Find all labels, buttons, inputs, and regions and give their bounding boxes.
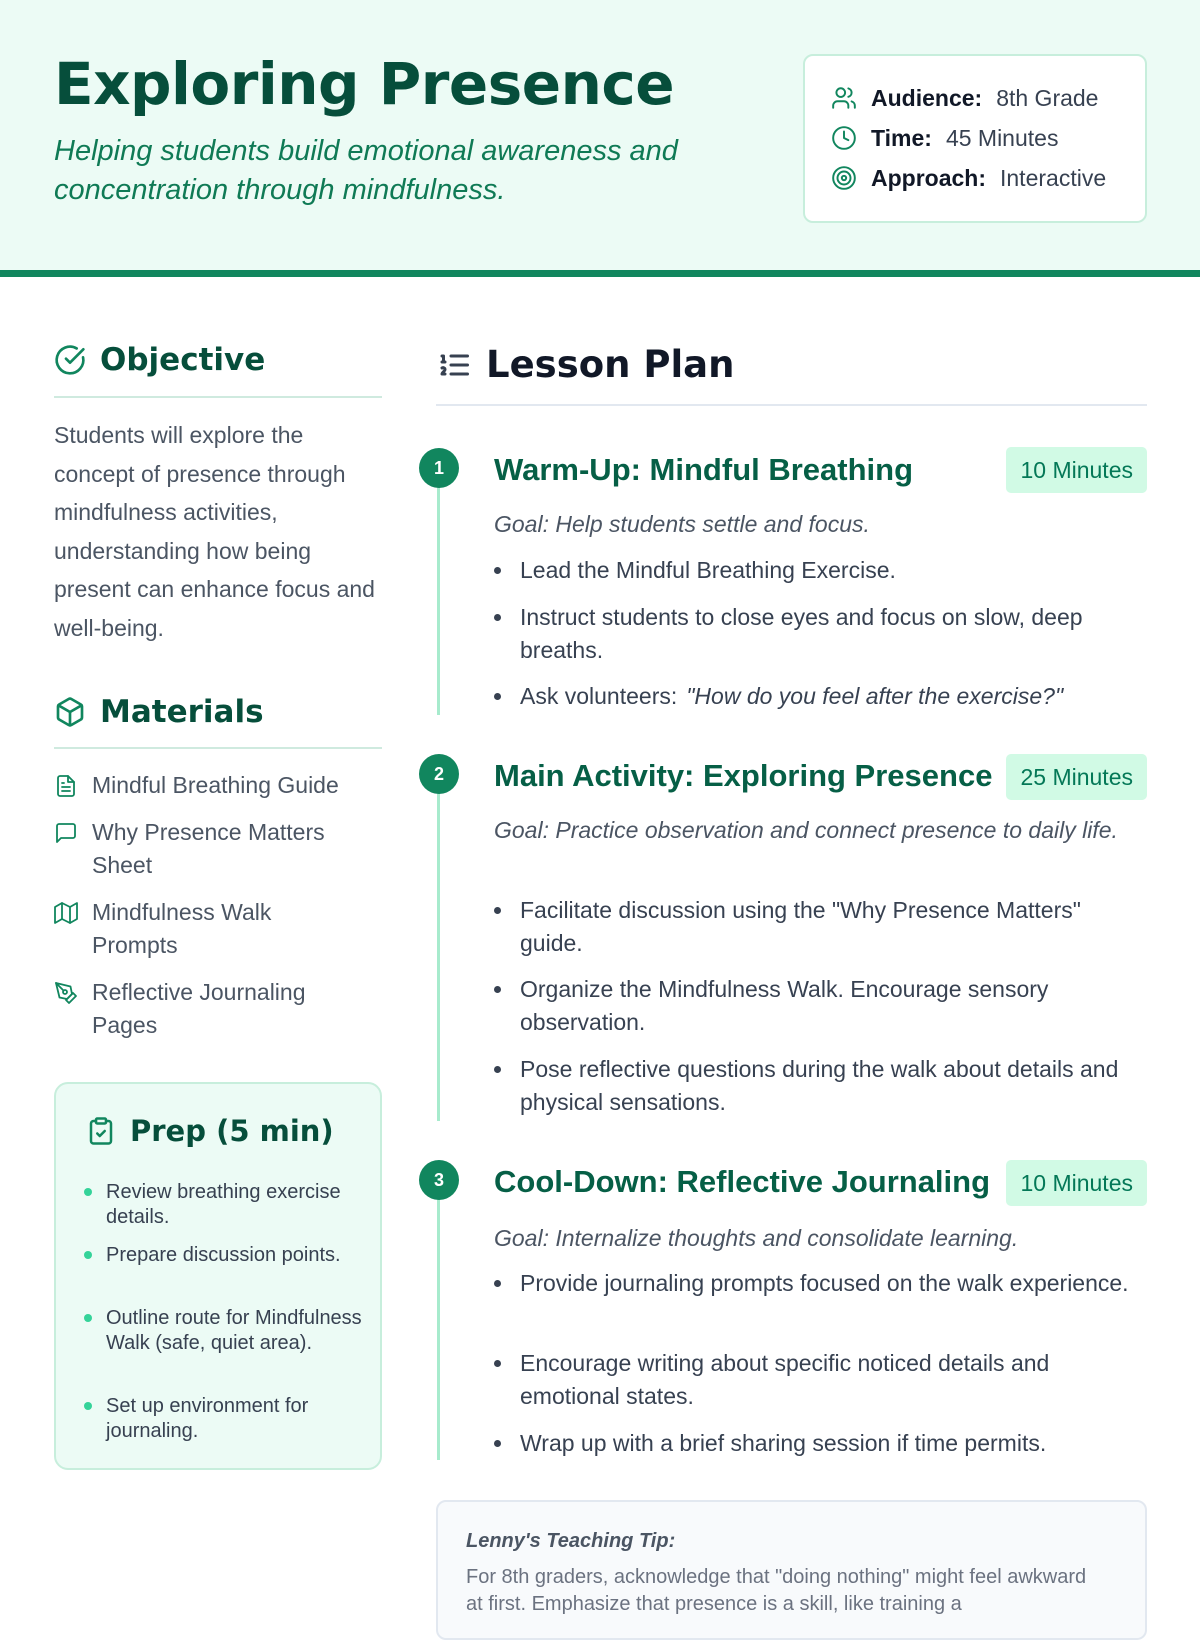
prep-item: Review breathing exercise details. [84, 1180, 364, 1230]
lesson-plan-heading [436, 343, 734, 386]
meta-audience [831, 83, 1098, 113]
material-item [54, 976, 354, 1042]
prep-heading [86, 1114, 334, 1148]
timeline-line [437, 1182, 440, 1460]
meta-approach-value: Interactive [1000, 164, 1107, 191]
clock-icon [831, 125, 857, 151]
timeline-line [437, 776, 440, 1121]
step-bullet: Wrap up with a brief sharing session if time permits. [494, 1427, 1144, 1460]
material-label: Reflective Journaling Pages [92, 979, 306, 1038]
check-circle-icon [54, 344, 86, 376]
map-icon [54, 901, 78, 925]
step-title: Warm-Up: Mindful Breathing [494, 452, 914, 487]
timeline-line [437, 470, 440, 715]
chat-bubble-icon [54, 821, 78, 845]
step-bullet: Organize the Mindfulness Walk. Encourage sensory observation. [494, 973, 1144, 1039]
materials-divider [54, 747, 382, 749]
prep-item: Prepare discussion points. [84, 1243, 364, 1268]
prep-title: Prep (5 min) [130, 1114, 334, 1148]
step-bullet: Facilitate discussion using the "Why Presence Matters" guide. [494, 894, 1144, 960]
meta-audience-value: 8th Grade [996, 84, 1099, 111]
objective-title: Objective [100, 342, 266, 378]
objective-divider [54, 396, 382, 398]
material-label: Why Presence Matters Sheet [92, 819, 325, 878]
page-subtitle: Helping students build emotional awareness and concentration through mindfulness. [54, 135, 678, 206]
step-bullet: Provide journaling prompts focused on the walk experience. [494, 1267, 1144, 1300]
duration-badge: 10 Minutes [1006, 1160, 1147, 1206]
teaching-tip-card [436, 1500, 1147, 1640]
users-icon [831, 85, 857, 111]
step-bullet: Instruct students to close eyes and focus on slow, deep breaths. [494, 601, 1144, 667]
objective-text: Students will explore the concept of presence through mindfulness activities, understanding how being present can enhance focus and well-being. [54, 422, 375, 641]
duration-badge: 10 Minutes [1006, 447, 1147, 493]
step-bullet: Lead the Mindful Breathing Exercise. [494, 554, 1144, 587]
pen-tool-icon [54, 981, 78, 1005]
lesson-meta-card [803, 54, 1147, 223]
ordered-list-icon [436, 347, 472, 383]
document-icon [54, 774, 78, 798]
lesson-plan-divider [436, 404, 1147, 406]
prep-card [54, 1082, 382, 1470]
step-title: Cool-Down: Reflective Journaling [494, 1164, 991, 1199]
duration-badge: 25 Minutes [1006, 754, 1147, 800]
step-number: 3 [419, 1160, 459, 1200]
target-icon [831, 165, 857, 191]
materials-title: Materials [100, 694, 264, 730]
cube-icon [54, 696, 86, 728]
step-number: 1 [419, 448, 459, 488]
meta-time [831, 123, 1058, 153]
step-title: Main Activity: Exploring Presence [494, 758, 993, 793]
prep-item: Outline route for Mindfulness Walk (safe, quiet area). [84, 1306, 364, 1356]
step-goal: Goal: Internalize thoughts and consolidate learning. [494, 1225, 1019, 1251]
tip-text: For 8th graders, acknowledge that "doing nothing" might feel awkward at first. Emphasize that presence is a skill, like training a [466, 1566, 1087, 1615]
step-bullet: Ask volunteers: "How do you feel after the exercise?" [494, 680, 1144, 713]
prep-item: Set up environment for journaling. [84, 1394, 364, 1444]
material-label: Mindful Breathing Guide [92, 772, 339, 798]
meta-time-value: 45 Minutes [945, 124, 1059, 151]
step-number: 2 [419, 754, 459, 794]
meta-audience-label: Audience: [871, 84, 983, 111]
lesson-plan-title: Lesson Plan [486, 343, 735, 386]
page-title: Exploring Presence [54, 50, 675, 118]
meta-time-label: Time: [871, 124, 932, 151]
step-goal: Goal: Practice observation and connect presence to daily life. [494, 817, 1118, 843]
meta-approach-label: Approach: [871, 164, 986, 191]
tip-title: Lenny's Teaching Tip: [466, 1530, 676, 1552]
step-bullet: Pose reflective questions during the walk about details and physical sensations. [494, 1053, 1144, 1119]
meta-approach [831, 163, 1106, 193]
material-item [54, 896, 334, 962]
material-label: Mindfulness Walk Prompts [92, 899, 272, 958]
material-item [54, 769, 384, 802]
material-item [54, 816, 354, 882]
objective-heading [54, 342, 265, 378]
materials-heading [54, 694, 264, 730]
step-bullet: Encourage writing about specific noticed details and emotional states. [494, 1347, 1144, 1413]
step-goal: Goal: Help students settle and focus. [494, 511, 870, 537]
clipboard-check-icon [86, 1116, 116, 1146]
header [0, 0, 1200, 277]
